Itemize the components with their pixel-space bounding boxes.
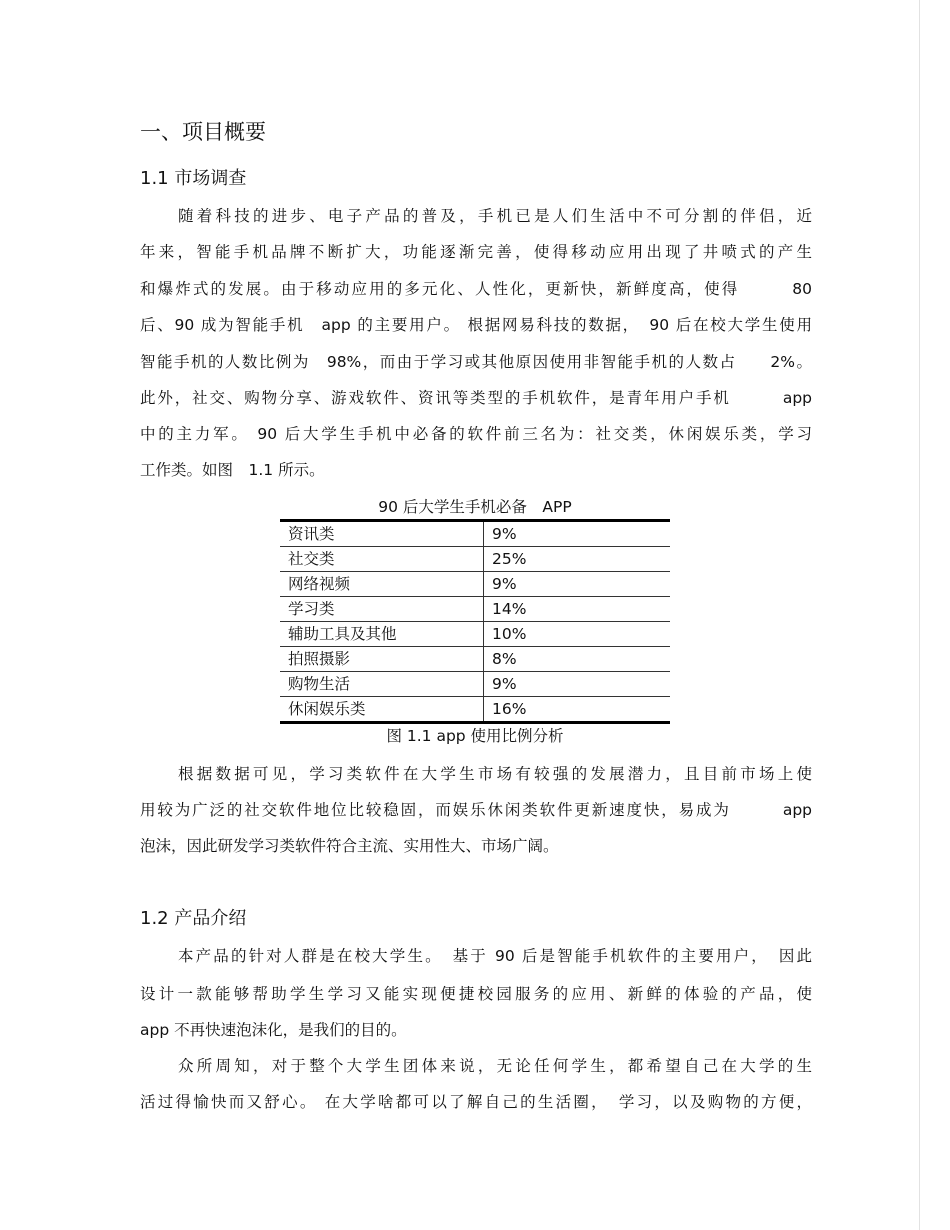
text-line: app 不再快速泡沫化，是我们的目的。	[140, 1021, 407, 1039]
text-line: 工作类。如图 1.1 所示。	[140, 461, 325, 479]
table-row	[280, 622, 670, 647]
category-cell: 资讯类	[280, 521, 484, 547]
text-line: 根据数据可见，学习类软件在大学生市场有较强的发展潜力，且目前市场上使	[178, 765, 812, 783]
text-line: 此外，社交、购物分享、游戏软件、资讯等类型的手机软件，是青年用户手机 app	[140, 389, 812, 407]
percent-cell: 16%	[492, 700, 527, 718]
heading-1-2: 1.2 产品介绍	[140, 908, 247, 929]
category-cell: 休闲娱乐类	[280, 697, 484, 723]
table-row	[280, 697, 670, 723]
text-line: 众所周知，对于整个大学生团体来说，无论任何学生，都希望自己在大学的生	[178, 1057, 812, 1075]
text-line: 中的主力军。 90 后大学生手机中必备的软件前三名为：社交类，休闲娱乐类，学习	[140, 425, 812, 443]
text-line: 本产品的针对人群是在校大学生。 基于 90 后是智能手机软件的主要用户， 因此	[178, 947, 812, 965]
app-usage-table	[280, 519, 670, 724]
heading-1-1: 1.1 市场调查	[140, 168, 247, 189]
text-line: 用较为广泛的社交软件地位比较稳固，而娱乐休闲类软件更新速度快，易成为 app	[140, 801, 812, 819]
category-cell: 辅助工具及其他	[280, 622, 484, 647]
table-row	[280, 672, 670, 697]
percent-cell: 8%	[484, 647, 671, 672]
table-row	[280, 547, 670, 572]
text-line: 泡沫，因此研发学习类软件符合主流、实用性大、市场广阔。	[140, 837, 559, 855]
section-title: 一、项目概要	[140, 120, 266, 144]
table-title: 90 后大学生手机必备 APP	[378, 498, 572, 516]
category-cell: 购物生活	[280, 672, 484, 697]
category-cell: 学习类	[280, 597, 484, 622]
text-line: 智能手机的人数比例为 98%，而由于学习或其他原因使用非智能手机的人数占 2%。	[140, 353, 812, 371]
text-line: 随着科技的进步、电子产品的普及，手机已是人们生活中不可分割的伴侣，近	[178, 207, 812, 225]
table-row	[280, 647, 670, 672]
text-line: 年来，智能手机品牌不断扩大，功能逐渐完善，使得移动应用出现了井喷式的产生	[140, 243, 812, 261]
page-edge-divider	[919, 0, 920, 1230]
text-line: 活过得愉快而又舒心。 在大学啥都可以了解自己的生活圈， 学习，以及购物的方便，	[140, 1093, 812, 1111]
figure-caption: 图 1.1 app 使用比例分析	[386, 727, 564, 745]
category-cell: 社交类	[280, 547, 484, 572]
percent-cell: 10%	[484, 622, 671, 647]
category-cell: 拍照摄影	[280, 647, 484, 672]
percent-cell: 9%	[484, 672, 671, 697]
percent-cell: 25%	[484, 547, 671, 572]
text-line: 设计一款能够帮助学生学习又能实现便捷校园服务的应用、新鲜的体验的产品，使	[140, 985, 812, 1003]
table-row	[280, 597, 670, 622]
text-line: 和爆炸式的发展。由于移动应用的多元化、人性化，更新快，新鲜度高，使得 80	[140, 280, 812, 298]
percent-cell: 14%	[484, 597, 671, 622]
text-line: 后、90 成为智能手机 app 的主要用户。 根据网易科技的数据， 90 后在校大学生使用	[140, 316, 812, 334]
table-row	[280, 572, 670, 597]
table-row	[280, 521, 670, 547]
percent-cell: 9%	[484, 521, 671, 547]
percent-cell: 9%	[484, 572, 671, 597]
category-cell: 网络视频	[280, 572, 484, 597]
